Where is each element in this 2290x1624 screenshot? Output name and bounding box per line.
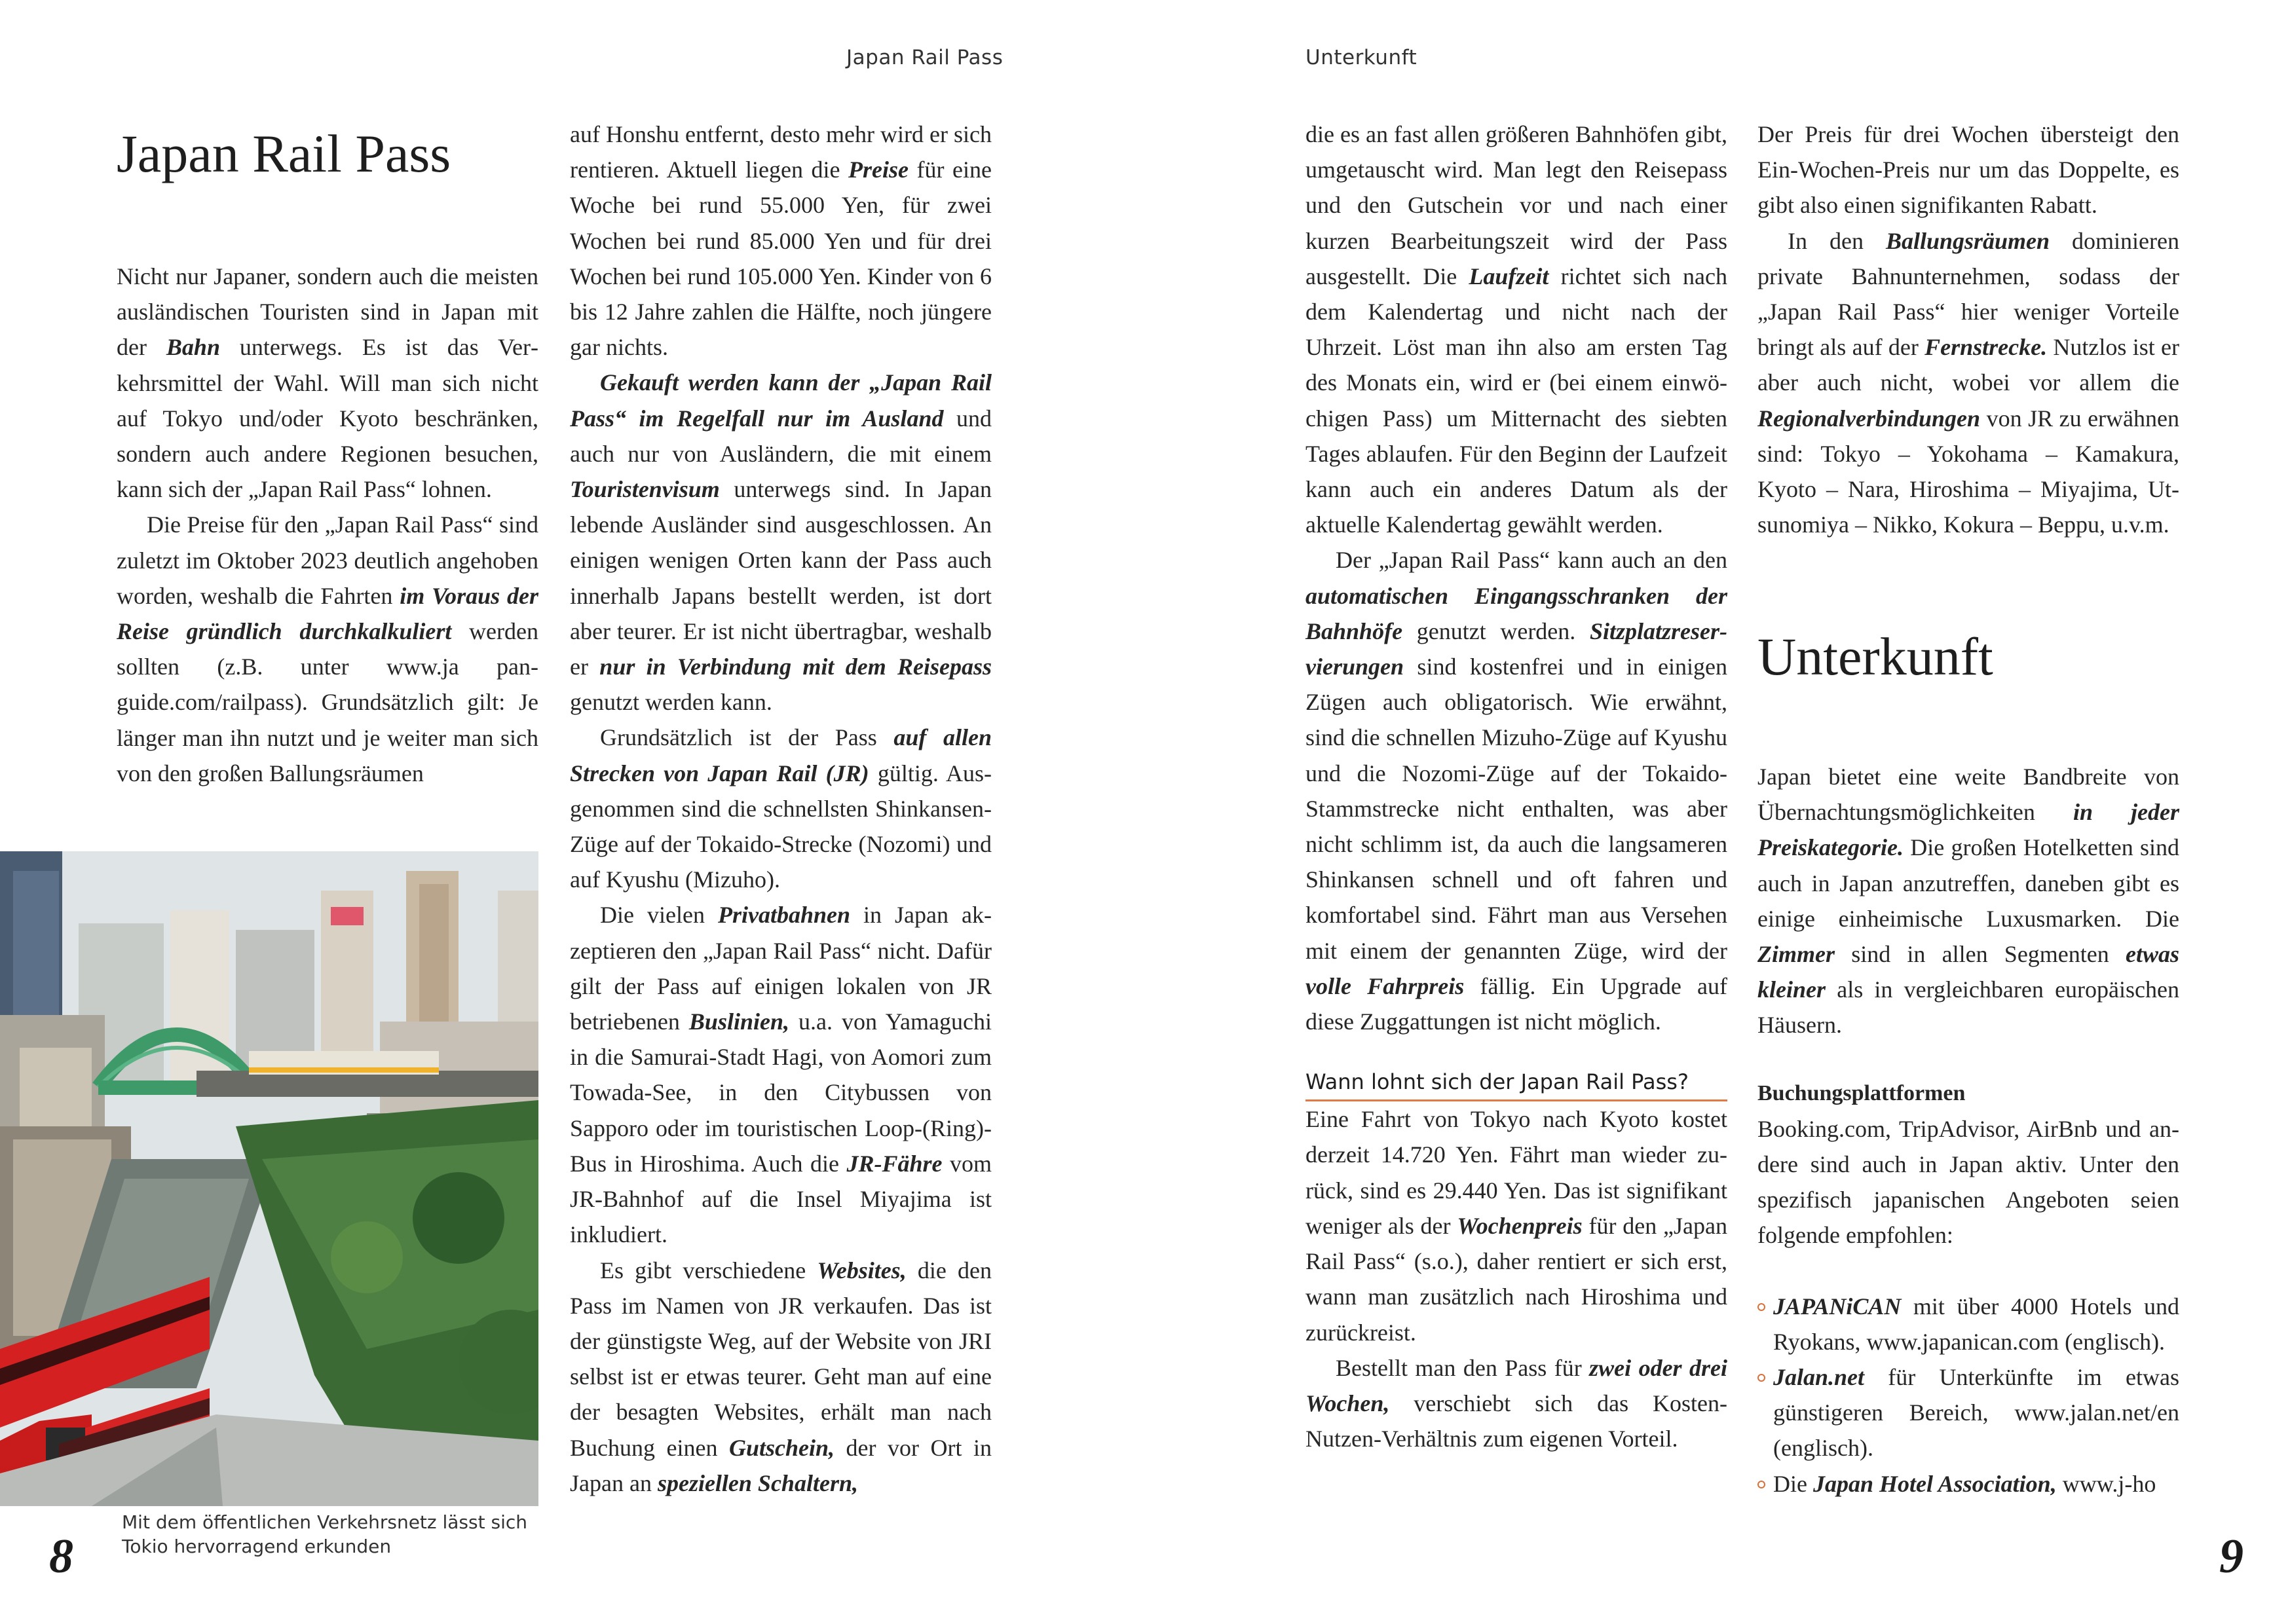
paragraph: Die vielen Privatbahnen in Japan akzeptieren den „Japan Rail Pass“ nicht. Dafür gilt der Pass auf einigen lokalen von JR betriebenen Buslinien, u.a. von Yamaguchi in die Samurai-Stadt Hagi, von Aomori zum Towada-See, in den Citybussen von Sapporo oder im touristischen Loop-(Ring)-Bus in Hiroshima. Auch die JR-Fähre vom JR-Bahnhof auf die Insel Miyajima ist inkludiert. <box>570 902 992 1248</box>
page-title: Japan Rail Pass <box>117 124 451 183</box>
right-column-2b <box>1757 759 2179 1502</box>
right-page <box>1145 0 2290 1624</box>
paragraph: Der Preis für drei Wochen übersteigt den Ein-Wochen-Preis nur um das Doppelte, es gibt also einen signifikanten Rabatt. <box>1757 121 2179 219</box>
emphasis: speziellen Schaltern, <box>657 1469 858 1496</box>
emphasis: Websites, <box>817 1257 907 1283</box>
emphasis: zwei oder drei Wochen, <box>1305 1354 1727 1416</box>
bullet-list <box>1757 1289 2179 1502</box>
emphasis: etwas kleiner <box>1757 941 2179 1003</box>
bullet-icon <box>1757 1303 1765 1311</box>
left-column-2 <box>570 117 992 1501</box>
list-item <box>1757 1359 2179 1466</box>
list-item-text: Die Japan Hotel Association, www.j-ho <box>1773 1470 2156 1497</box>
emphasis: volle Fahrpreis <box>1305 972 1465 999</box>
emphasis: im Voraus der Reise gründlich durchkalkuliert <box>117 582 538 645</box>
emphasis: Sitzplatzreservierungen <box>1305 618 1727 680</box>
paragraph: Booking.com, TripAdvisor, AirBnb und andere sind auch in Japan aktiv. Unter den spezifisch japanischen Angeboten seien folgende empfohlen: <box>1757 1115 2179 1249</box>
emphasis: Privatbahnen <box>717 902 850 929</box>
list-item <box>1757 1289 2179 1359</box>
photo-caption: Mit dem öffentlichen Verkehrsnetz lässt sich Tokio hervorragend erkunden <box>122 1511 527 1557</box>
bullet-icon <box>1757 1374 1765 1382</box>
paragraph: Die Preise für den „Japan Rail Pass“ sind zuletzt im Oktober 2023 deutlich angehoben worden, weshalb die Fahrten im Voraus der Reise gründlich durchkalkuliert werden sollten (z.B. unter www.ja pan-guide.com/railpass). Grundsätzlich gilt: Je länger man ihn nutzt und je weiter man sich von den großen Ballungsräumen <box>117 511 538 786</box>
paragraph: auf Honshu entfernt, desto mehr wird er sich rentieren. Aktuell liegen die Preise für eine Woche bei rund 55.000 Yen, für zwei Wochen bei rund 85.000 Yen und für drei Wochen bei rund 105.000 Yen. Kinder von 6 bis 12 Jahre zahlen die Hälfte, noch jüngere gar nichts. <box>570 121 992 361</box>
right-column-2 <box>1757 117 2179 542</box>
emphasis: Japan Hotel Association, <box>1812 1470 2057 1497</box>
paragraph: Es gibt verschiedene Websites, die den Pass im Namen von JR verkaufen. Das ist der günstigste Weg, auf der Website von JRI selbst ist er etwas teurer. Geht man auf eine der besagten Websites, erhält man nach Buchung einen Gutschein, der vor Ort in Japan an speziellen Schaltern, <box>570 1257 992 1496</box>
list-item-text: JAPANiCAN mit über 4000 Hotels und Ryokans, www.japanican.com (englisch). <box>1773 1293 2179 1355</box>
left-column-1 <box>117 259 538 791</box>
emphasis: Bahn <box>166 334 220 361</box>
emphasis: Ballungsräumen <box>1885 227 2050 254</box>
paragraph: die es an fast allen größeren Bahnhöfen gibt, umgetauscht wird. Man legt den Reisepass und den Gutschein vor und nach einer kurzen Bearbeitungszeit wird der Pass ausgestellt. Die Laufzeit richtet sich nach dem Kalendertag und nicht nach der Uhrzeit. Löst man ihn also am ersten Tag des Monats ein, wird er (bei einem einwöchigen Pass) um Mitternacht des siebten Tages ablaufen. Für den Beginn der Laufzeit kann auch ein anderes Datum als der aktuelle Kalendertag gewählt werden. <box>1305 121 1727 538</box>
info-box-title: Wann lohnt sich der Japan Rail Pass? <box>1305 1064 1727 1101</box>
emphasis: Gutschein, <box>728 1434 835 1461</box>
emphasis: Gekauft werden kann der „Japan Rail Pass“ im Regelfall nur im Ausland <box>570 369 992 432</box>
running-head-right: Unterkunft <box>1305 46 1417 69</box>
emphasis: auf allen Strecken von Japan Rail (JR) <box>570 724 992 786</box>
emphasis: Laufzeit <box>1469 263 1549 289</box>
list-item-text: Jalan.net für Unterkünfte im etwas günstigeren Bereich, www.jalan.net/en (englisch). <box>1773 1364 2179 1462</box>
emphasis: JAPANiCAN <box>1773 1293 1902 1320</box>
paragraph: Eine Fahrt von Tokyo nach Kyoto kostet derzeit 14.720 Yen. Fährt man wieder zurück, sind es 29.440 Yen. Das ist signifikant weniger als der Wochenpreis für den „Japan Rail Pass“ (s.o.), daher rentiert er sich erst, wann man zusätzlich nach Hiroshima und zurückreist. <box>1305 1106 1727 1346</box>
emphasis: JR-Fähre <box>846 1150 943 1177</box>
subheading: Buchungsplattformen <box>1757 1080 1966 1105</box>
emphasis: Jalan.net <box>1773 1364 1865 1391</box>
page-number-right: 9 <box>2219 1530 2243 1583</box>
paragraph: Bestellt man den Pass für zwei oder drei Wochen, verschiebt sich das Kosten-Nutzen-Verhältnis zum eigenen Vorteil. <box>1305 1354 1727 1452</box>
paragraph: Gekauft werden kann der „Japan Rail Pass“ im Regelfall nur im Ausland und auch nur von Ausländern, die mit einem Touristenvisum unterwegs sind. In Japan lebende Ausländer sind ausgeschlossen. An einigen wenigen Orten kann der Pass auch innerhalb Japans bestellt werden, ist dort aber teurer. Er ist nicht übertragbar, weshalb er nur in Verbindung mit dem Reisepass genutzt werden kann. <box>570 369 992 716</box>
paragraph: Der „Japan Rail Pass“ kann auch an den automatischen Eingangsschranken der Bahnhöfe genutzt werden. Sitzplatzreservierungen sind kostenfrei und in einigen Zügen auch obligatorisch. Wie erwähnt, sind die schnellen Mizuho-Züge auf Kyushu und die Nozomi-Züge auf der Tokaido-Stammstrecke nicht enthalten, was aber nicht schlimm ist, da auch die langsameren Shinkansen schnell und oft fahren und komfortabel sind. Fährt man aus Versehen mit einem der genannten Züge, wird der volle Fahrpreis fällig. Ein Upgrade auf diese Zuggattungen ist nicht möglich. <box>1305 547 1727 1035</box>
emphasis: Preise <box>848 157 909 183</box>
emphasis: in jeder Preiskategorie. <box>1757 799 2179 861</box>
emphasis: Buslinien, <box>688 1008 789 1035</box>
page-number-left: 8 <box>49 1530 73 1583</box>
paragraph: Grundsätzlich ist der Pass auf allen Strecken von Japan Rail (JR) gültig. Ausgenommen sind die schnellsten Shinkansen-Züge auf der Tokaido-Strecke (Nozomi) und auf Kyushu (Mizuho). <box>570 724 992 893</box>
bullet-icon <box>1757 1481 1765 1488</box>
emphasis: Wochenpreis <box>1457 1212 1583 1239</box>
emphasis: Fernstrecke. <box>1924 334 2048 361</box>
emphasis: Regionalverbindungen <box>1757 405 1981 432</box>
section-title: Unterkunft <box>1757 627 1993 686</box>
running-head-left: Japan Rail Pass <box>846 46 1004 69</box>
paragraph: Nicht nur Japaner, sondern auch die meisten ausländischen Touristen sind in Japan mit der Bahn unterwegs. Es ist das Verkehrsmittel der Wahl. Will man sich nicht auf Tokyo und/oder Kyoto beschränken, sondern auch andere Regionen besuchen, kann sich der „Japan Rail Pass“ lohnen. <box>117 263 539 503</box>
emphasis: nur in Verbindung mit dem Reisepass <box>599 654 992 680</box>
paragraph: Japan bietet eine weite Bandbreite von Übernachtungsmöglichkeiten in jeder Preiskategorie. Die großen Hotelketten sind auch in Japan anzutreffen, daneben gibt es einige einheimische Luxusmarken. Die Zimmer sind in allen Segmenten etwas kleiner als in vergleichbaren europäischen Häusern. <box>1757 764 2179 1039</box>
emphasis: Touristenvisum <box>570 476 720 503</box>
emphasis: automatischen Eingangsschranken der Bahnhöfe <box>1305 582 1727 644</box>
emphasis: Zimmer <box>1757 941 1835 968</box>
tokyo-train-photo <box>0 851 538 1506</box>
list-item <box>1757 1466 2179 1502</box>
right-column-1 <box>1305 117 1727 1456</box>
paragraph: In den Ballungsräumen dominieren private Bahnunternehmen, sodass der „Japan Rail Pass“ hier weniger Vorteile bringt als auf der Fernstrecke. Nutzlos ist er aber auch nicht, wobei vor allem die Regionalverbindungen von JR zu erwähnen sind: Tokyo – Yokohama – Kamakura, Kyoto – Nara, Hiroshima – Miyajima, Utsunomiya – Nikko, Kokura – Beppu, u.v.m. <box>1757 227 2180 538</box>
